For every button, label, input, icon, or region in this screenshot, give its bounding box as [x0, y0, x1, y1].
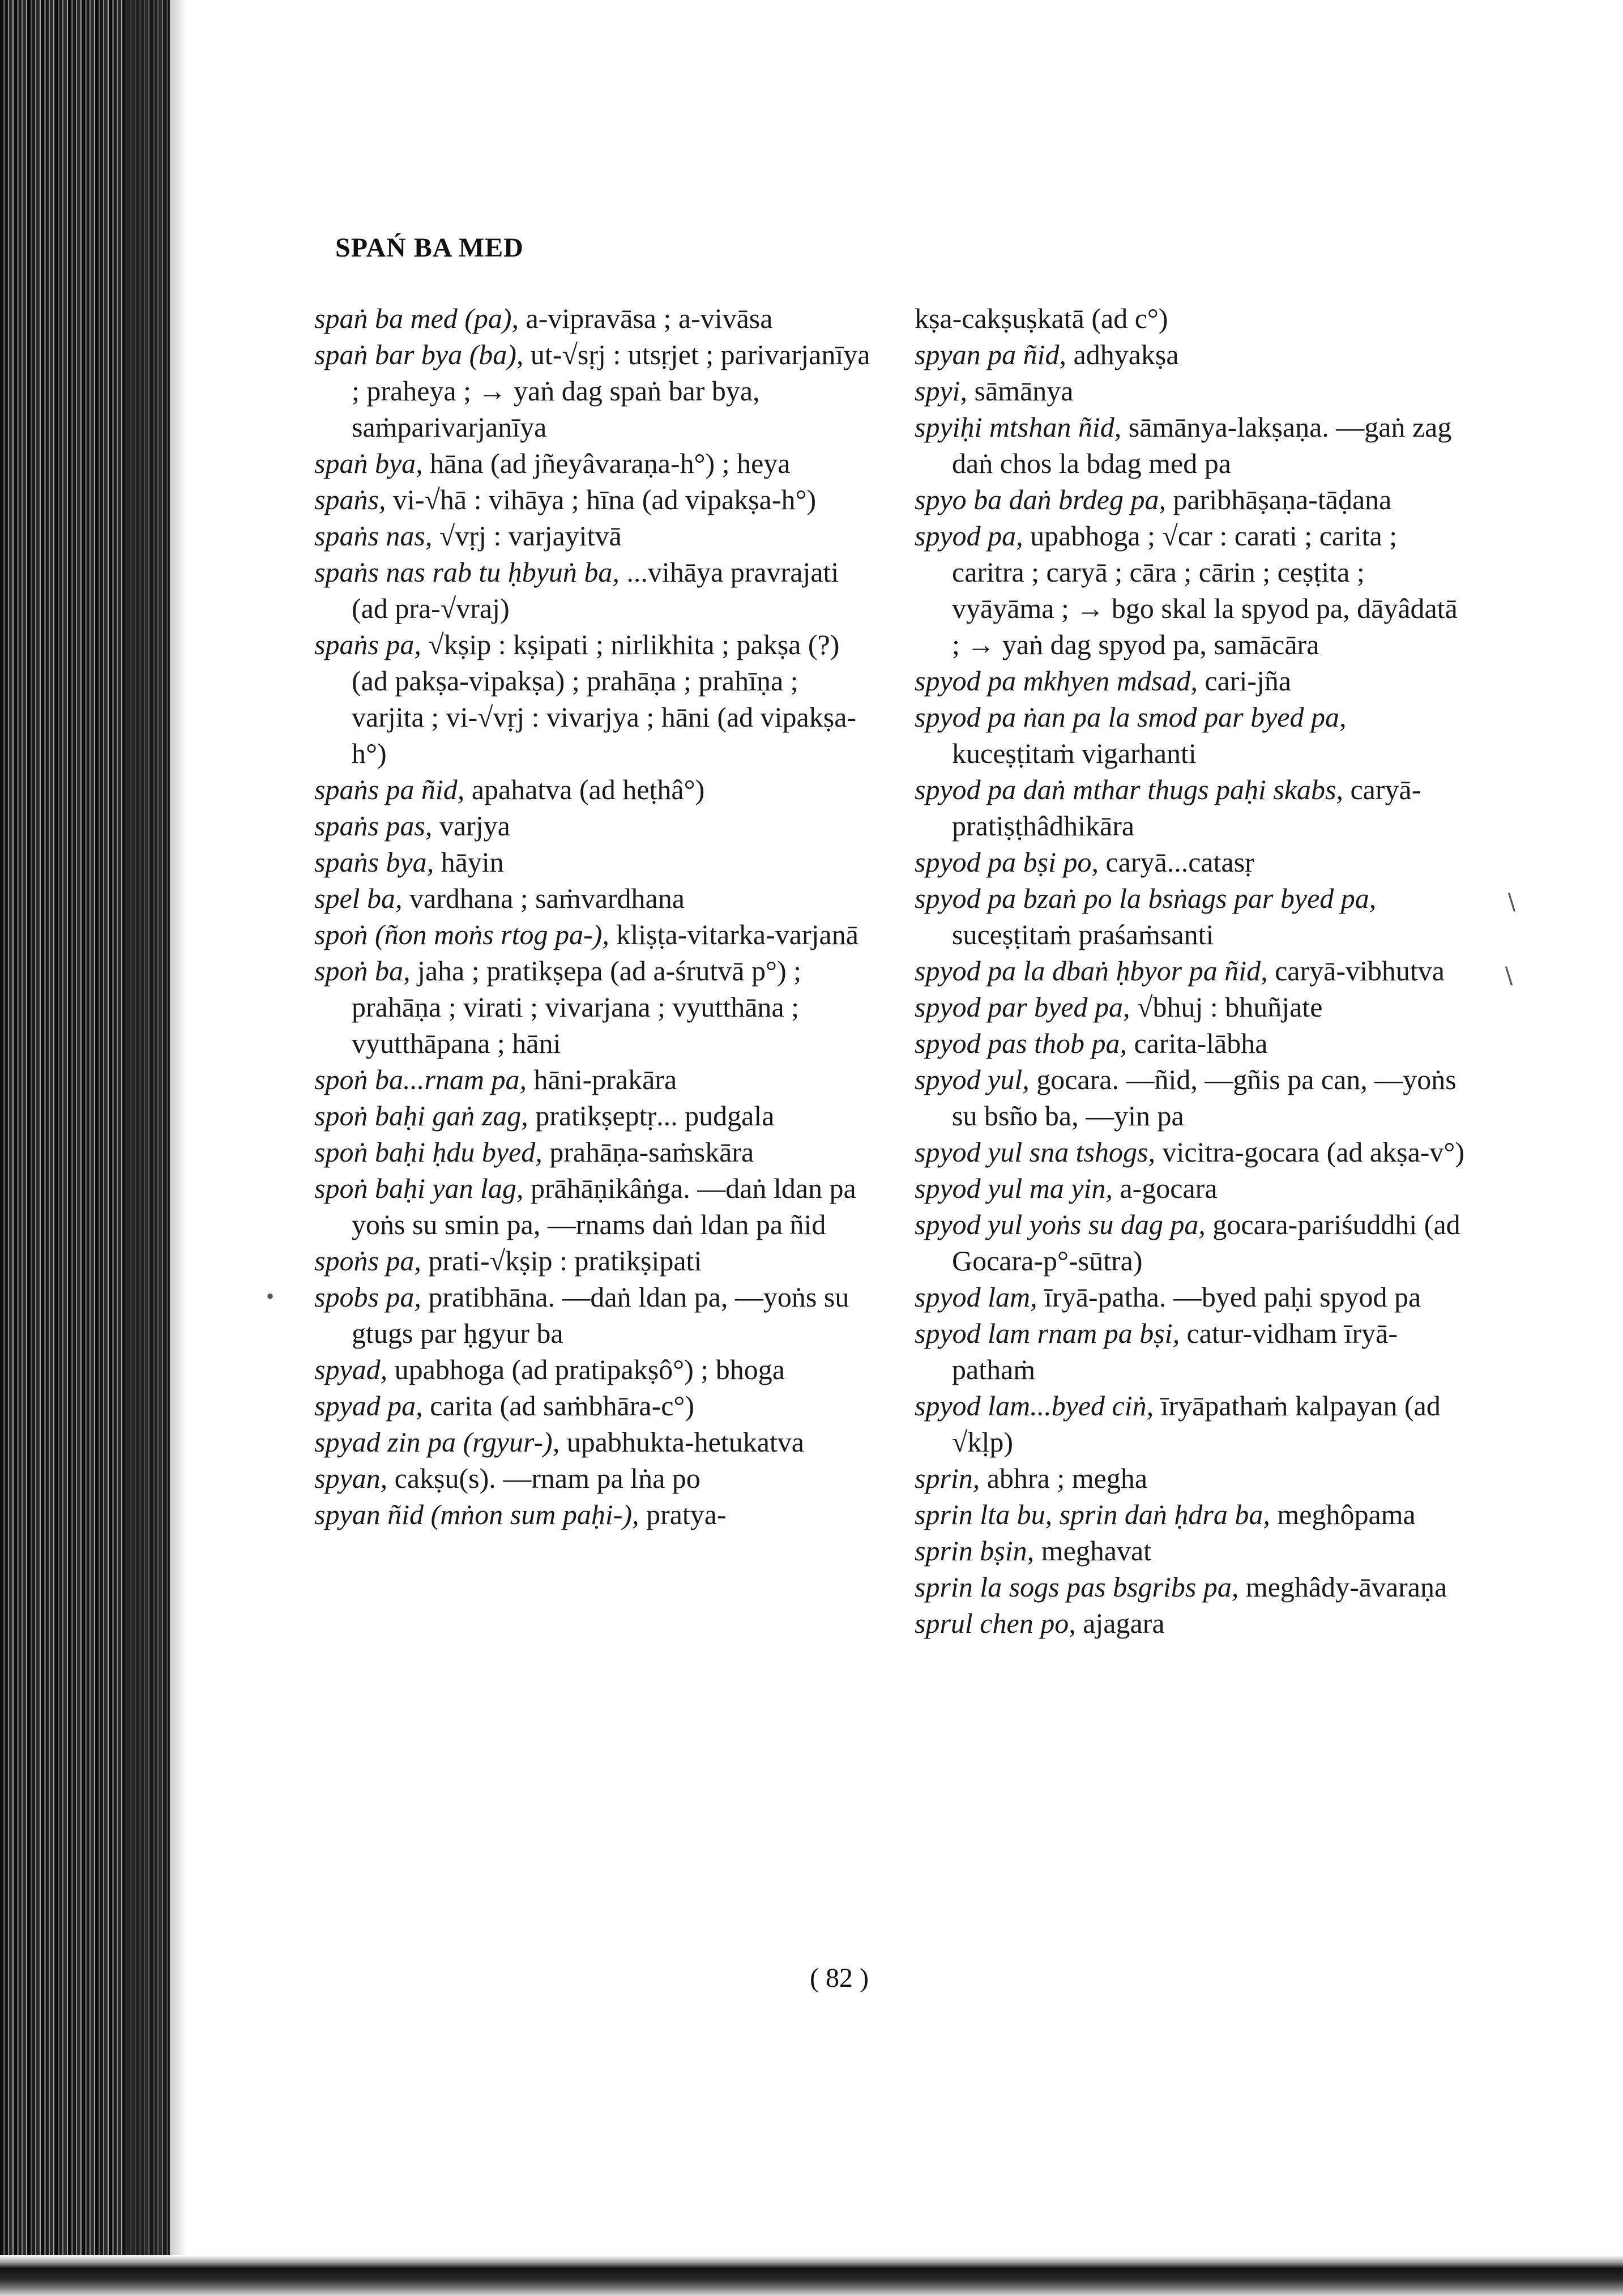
entry-gloss: ut-√sṛj : utsṛjet ; parivarjanīya ; praheya ; → yaṅ dag spaṅ bar bya, saṁparivarjanīya [352, 339, 870, 443]
dictionary-entry [915, 409, 1472, 481]
entry-gloss: abhra ; megha [980, 1462, 1148, 1494]
dictionary-entry [314, 1279, 872, 1351]
entry-headword: spaṅ bya, [314, 447, 423, 479]
dictionary-entry [915, 989, 1472, 1025]
dictionary-entry [915, 300, 1472, 336]
entry-headword: spel ba, [314, 882, 403, 914]
entry-headword: spoṅ baḥi yan lag, [314, 1172, 524, 1204]
entry-headword: spyiḥi mtshan ñid, [915, 411, 1122, 443]
dictionary-entry [314, 916, 872, 953]
entry-headword: spyod pa ṅan pa la smod par byed pa, [915, 701, 1347, 733]
dictionary-entry [915, 771, 1472, 844]
dictionary-entry [915, 1533, 1472, 1569]
entry-gloss: vicitra-gocara (ad akṣa-v°) [1155, 1136, 1465, 1168]
dictionary-entry [915, 373, 1472, 409]
dictionary-entry [915, 1206, 1472, 1279]
entry-headword: spyod pa daṅ mthar thugs paḥi skabs, [915, 774, 1343, 805]
entry-headword: spyod pa, [915, 520, 1023, 552]
entry-gloss: caryā-pratiṣṭhâdhikāra [952, 774, 1421, 842]
entry-headword: spyad, [314, 1354, 388, 1385]
entry-headword: spoṅ ba...rnam pa, [314, 1064, 527, 1095]
entry-headword: spoṅ ba, [314, 955, 411, 987]
dictionary-entry [915, 1605, 1472, 1641]
entry-headword: spaṅs, [314, 484, 386, 515]
entry-gloss: pratikṣeptṛ... pudgala [528, 1100, 775, 1132]
dictionary-entry [314, 1351, 872, 1388]
entry-gloss: adhyakṣa [1066, 339, 1179, 370]
entry-gloss: √bhuj : bhuñjate [1130, 991, 1323, 1023]
entry-gloss: meghâdy-āvaraṇa [1238, 1571, 1447, 1603]
dictionary-entry [915, 1569, 1472, 1605]
entry-headword: spyod pa bṣi po, [915, 846, 1099, 878]
entry-gloss: a-gocara [1112, 1172, 1218, 1204]
dictionary-entry [915, 481, 1472, 518]
entry-headword: spoṅ baḥi gaṅ zag, [314, 1100, 528, 1132]
entry-gloss: varjya [432, 810, 510, 842]
dictionary-entry [314, 554, 872, 626]
dictionary-entry [314, 1496, 872, 1533]
dictionary-entry [314, 1460, 872, 1496]
dictionary-entry [314, 808, 872, 844]
entry-gloss: prati-√kṣip : pratikṣipati [421, 1245, 702, 1277]
dictionary-entry [314, 844, 872, 880]
entry-headword: sprul chen po, [915, 1607, 1076, 1639]
entry-gloss: √vṛj : varjayitvā [432, 520, 622, 552]
entry-gloss: vi-√hā : vihāya ; hīna (ad vipakṣa-h°) [386, 484, 817, 515]
entry-gloss: jaha ; pratikṣepa (ad a-śrutvā p°) ; prahāṇa ; virati ; vivarjana ; vyutthāna ; vyutthāpana ; hāni [352, 955, 802, 1059]
entry-gloss: upabhoga (ad pratipakṣô°) ; bhoga [387, 1354, 785, 1385]
dictionary-entry [915, 953, 1472, 989]
entry-headword: spoṅ baḥi ḥdu byed, [314, 1136, 543, 1168]
entry-headword: sprin, [915, 1462, 980, 1494]
entry-gloss: ...vihāya pravrajati (ad pra-√vraj) [352, 556, 839, 624]
entry-gloss: kuceṣṭitaṁ vigarhanti [952, 737, 1197, 769]
entry-headword: spoṅs pa, [314, 1245, 421, 1277]
entry-headword: sprin la sogs pas bsgribs pa, [915, 1571, 1239, 1603]
dictionary-entry [314, 953, 872, 1061]
entry-headword: spyan, [314, 1462, 388, 1494]
entry-gloss: hāyin [434, 846, 504, 878]
entry-gloss: upabhukta-hetukatva [559, 1426, 804, 1458]
entry-headword: spyan ñid (mṅon sum paḥi-), [314, 1499, 639, 1530]
binding-shadow [125, 0, 187, 2296]
entry-headword: sprin bṣin, [915, 1535, 1035, 1567]
entry-gloss: kṣa-cakṣuṣkatā (ad c°) [915, 302, 1168, 334]
dictionary-entry [314, 336, 872, 445]
dictionary-entry [314, 1170, 872, 1243]
entry-headword: spaṅs nas, [314, 520, 433, 552]
dictionary-entry [915, 1025, 1472, 1061]
entry-headword: spyod yul ma yin, [915, 1172, 1113, 1204]
entry-gloss: caryā-vibhutva [1267, 955, 1445, 987]
dictionary-entry [915, 699, 1472, 771]
entry-headword: spyod yul sna tshogs, [915, 1136, 1155, 1168]
dictionary-entry [915, 1315, 1472, 1388]
entry-headword: spoṅ (ñon moṅs rtog pa-), [314, 919, 609, 950]
entry-gloss: carita-lābha [1127, 1027, 1268, 1059]
dictionary-entry [314, 880, 872, 916]
entry-headword: spaṅs bya, [314, 846, 434, 878]
entry-gloss: caryā...catasṛ [1099, 846, 1254, 878]
entry-headword: spyod lam rnam pa bṣi, [915, 1317, 1180, 1349]
entry-headword: spyod pa mkhyen mdsad, [915, 665, 1198, 697]
entry-gloss: īryā-patha. —byed paḥi spyod pa [1037, 1281, 1421, 1313]
dictionary-entry [915, 336, 1472, 373]
entry-headword: spyan pa ñid, [915, 339, 1067, 370]
dictionary-entry [915, 1460, 1472, 1496]
dictionary-entry [314, 1134, 872, 1170]
dictionary-entry [915, 880, 1472, 953]
dictionary-entry [915, 1388, 1472, 1460]
dictionary-entry [314, 771, 872, 808]
entry-gloss: suceṣṭitaṁ praśaṁsanti [952, 919, 1214, 950]
entry-headword: spaṅs pa, [314, 629, 421, 660]
entry-headword: spyod yul, [915, 1064, 1030, 1095]
entry-headword: spyod pa la dbaṅ ḥbyor pa ñid, [915, 955, 1268, 987]
entry-headword: spaṅ bar bya (ba), [314, 339, 524, 370]
entry-gloss: prahāṇa-saṁskāra [542, 1136, 754, 1168]
entry-gloss: vardhana ; saṁvardhana [402, 882, 685, 914]
margin-mark-icon: ∖ [1504, 890, 1518, 915]
entry-headword: spyad pa, [314, 1390, 423, 1422]
entry-gloss: meghavat [1034, 1535, 1152, 1567]
entry-headword: spaṅs nas rab tu ḥbyuṅ ba, [314, 556, 620, 588]
entry-gloss: paribhāṣaṇa-tāḍana [1165, 484, 1392, 515]
entry-headword: spaṅ ba med (pa), [314, 302, 519, 334]
dictionary-entry [915, 844, 1472, 880]
entry-gloss: a-vipravāsa ; a-vivāsa [519, 302, 773, 334]
entry-headword: spyo ba daṅ brdeg pa, [915, 484, 1166, 515]
bullet-mark-icon: • [266, 1283, 275, 1309]
dictionary-entry [915, 663, 1472, 699]
page-number: ( 82 ) [810, 1963, 869, 1993]
margin-mark-icon: ∖ [1501, 963, 1515, 989]
entry-gloss: gocara. —ñid, —gñis pa can, —yoṅs su bsño ba, —yin pa [952, 1064, 1457, 1132]
dictionary-entry [915, 1061, 1472, 1134]
entry-headword: spaṅs pas, [314, 810, 433, 842]
entry-headword: spyod pas thob pa, [915, 1027, 1127, 1059]
entry-gloss: ajagara [1075, 1607, 1165, 1639]
page-bottom-edge [0, 2255, 1623, 2296]
dictionary-entry [314, 1424, 872, 1460]
right-column [915, 300, 1472, 1641]
dictionary-entry [314, 1061, 872, 1098]
entry-gloss: √kṣip : kṣipati ; nirlikhita ; pakṣa (?) (ad pakṣa-vipakṣa) ; prahāṇa ; prahīṇa ; varjita ; vi-√vṛj : vivarjya ; hāni (ad vipakṣa-h°) [352, 629, 857, 769]
entry-headword: spyod yul yoṅs su dag pa, [915, 1209, 1206, 1240]
entry-gloss: gocara-pariśuddhi (ad Gocara-p°-sūtra) [952, 1209, 1460, 1277]
dictionary-entry [314, 481, 872, 518]
entry-gloss: īryāpathaṁ kalpayan (ad √kḷp) [952, 1390, 1441, 1458]
entry-headword: spyod lam, [915, 1281, 1037, 1313]
dictionary-entry [915, 1170, 1472, 1206]
entry-gloss: pratya- [639, 1499, 727, 1530]
entry-headword: spobs pa, [314, 1281, 421, 1313]
dictionary-entry [314, 1098, 872, 1134]
entry-gloss: cari-jña [1197, 665, 1292, 697]
running-head: SPAŃ BA MED [335, 233, 524, 263]
entry-gloss: cakṣu(s). —rnam pa lṅa po [387, 1462, 701, 1494]
entry-gloss: catur-vidham īryā-pathaṁ [952, 1317, 1398, 1385]
dictionary-entry [314, 1243, 872, 1279]
entry-gloss: carita (ad saṁbhāra-c°) [422, 1390, 695, 1422]
entry-headword: sprin lta bu, sprin daṅ ḥdra ba, [915, 1499, 1270, 1530]
dictionary-entry [314, 445, 872, 481]
entry-headword: spyod par byed pa, [915, 991, 1130, 1023]
entry-gloss: prāhāṇikâṅga. —daṅ ldan pa yoṅs su smin pa, —rnams daṅ ldan pa ñid [352, 1172, 856, 1240]
entry-gloss: hāna (ad jñeyâvaraṇa-h°) ; heya [422, 447, 791, 479]
entry-gloss: meghôpama [1270, 1499, 1416, 1530]
entry-headword: spyod lam...byed ciṅ, [915, 1390, 1154, 1422]
entry-gloss: upabhoga ; √car : carati ; carita ; caritra ; caryā ; cāra ; cārin ; ceṣṭita ; vyāyāma ; → bgo skal la spyod pa, dāyâdatā ; → yaṅ dag spyod pa, samācāra [952, 520, 1458, 660]
entry-gloss: kliṣṭa-vitarka-varjanā [609, 919, 859, 950]
entry-gloss: sāmānya-lakṣaṇa. —gaṅ zag daṅ chos la bdag med pa [952, 411, 1452, 479]
dictionary-entry [314, 300, 872, 336]
entry-gloss: apahatva (ad heṭhâ°) [464, 774, 705, 805]
dictionary-entry [314, 626, 872, 771]
entry-headword: spyad zin pa (rgyur-), [314, 1426, 560, 1458]
entry-headword: spyod pa bzaṅ po la bsṅags par byed pa, [915, 882, 1377, 914]
dictionary-entry [915, 1279, 1472, 1315]
dictionary-entry [915, 518, 1472, 663]
entry-gloss: pratibhāna. —daṅ ldan pa, —yoṅs su gtugs par ḥgyur ba [352, 1281, 849, 1349]
dictionary-entry [314, 518, 872, 554]
entry-gloss: hāni-prakāra [527, 1064, 677, 1095]
dictionary-entry [915, 1496, 1472, 1533]
entry-headword: spaṅs pa ñid, [314, 774, 465, 805]
entry-gloss: sāmānya [967, 375, 1074, 407]
entry-headword: spyi, [915, 375, 968, 407]
dictionary-entry [314, 1388, 872, 1424]
left-column [314, 300, 872, 1533]
dictionary-entry [915, 1134, 1472, 1170]
